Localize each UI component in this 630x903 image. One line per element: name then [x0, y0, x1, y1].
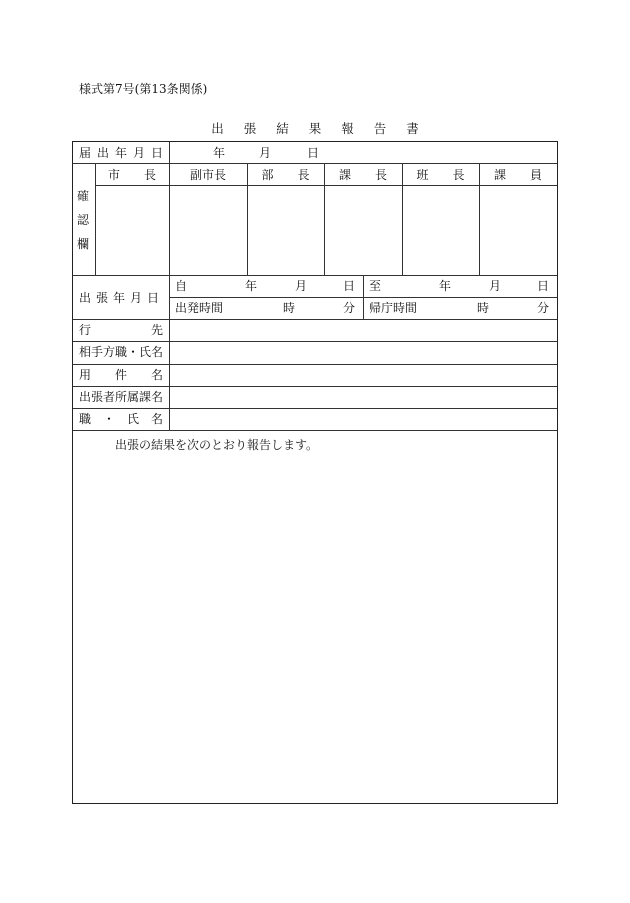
title-char: 書 — [406, 121, 419, 136]
departure-hour: 時 — [283, 301, 296, 315]
from-month: 月 — [295, 279, 308, 293]
label-char: ・ — [102, 412, 115, 426]
to-month: 月 — [489, 279, 502, 293]
notification-month: 月 — [259, 146, 272, 160]
header-mayor: 市 長 — [107, 168, 156, 182]
label-char: 先 — [150, 323, 163, 337]
label-char: 月 — [132, 146, 145, 160]
name-field[interactable] — [170, 409, 557, 430]
document-title — [0, 119, 630, 137]
label-char: 名 — [150, 412, 163, 426]
stamp-box-dept-director[interactable] — [248, 186, 324, 275]
report-lead-text: 出張の結果を次のとおり報告します。 — [115, 438, 319, 452]
stamp-box-team-leader[interactable] — [403, 186, 479, 275]
title-char: 張 — [243, 121, 257, 136]
trip-date-label: 出張年月日 — [79, 291, 165, 305]
label-char: 名 — [150, 368, 163, 382]
label-char: 氏 — [126, 412, 139, 426]
stamp-box-section-chief[interactable] — [325, 186, 402, 275]
title-char: 結 — [276, 121, 289, 136]
department-label: 出張者所属課名 — [79, 390, 164, 404]
from-marker: 自 — [175, 279, 188, 293]
departure-time-label: 出発時間 — [175, 301, 224, 315]
label-char: 日 — [150, 146, 163, 160]
to-year: 年 — [439, 279, 452, 293]
counterpart-field[interactable] — [170, 343, 557, 364]
label-char: 職 — [79, 412, 92, 426]
notification-year: 年 — [213, 146, 226, 160]
notification-date-label — [79, 147, 163, 159]
title-char: 告 — [373, 121, 387, 136]
header-section-chief: 課 長 — [338, 168, 387, 182]
destination-label — [79, 324, 163, 336]
header-staff: 課 員 — [493, 168, 542, 182]
label-char: 件 — [114, 368, 127, 382]
destination-field[interactable] — [170, 321, 557, 341]
from-year: 年 — [245, 279, 258, 293]
return-hour: 時 — [477, 301, 490, 315]
business-field[interactable] — [170, 365, 557, 386]
report-form-table — [72, 141, 558, 804]
label-char: 届 — [79, 146, 92, 160]
title-char: 出 — [211, 121, 224, 136]
form-number: 様式第7号(第13条関係) — [79, 82, 208, 96]
return-time-label: 帰庁時間 — [369, 301, 418, 315]
header-deputy-mayor: 副市長 — [189, 168, 226, 182]
header-team-leader: 班 長 — [416, 168, 465, 182]
report-body-area[interactable] — [77, 460, 553, 800]
name-label — [79, 413, 163, 425]
confirmation-label-char: 欄 — [77, 237, 90, 251]
to-marker: 至 — [369, 279, 382, 293]
counterpart-label: 相手方職・氏名 — [79, 345, 164, 359]
label-char: 行 — [79, 323, 92, 337]
to-day: 日 — [537, 279, 550, 293]
label-char: 用 — [79, 368, 92, 382]
stamp-box-mayor[interactable] — [96, 186, 169, 275]
return-minute: 分 — [537, 301, 550, 315]
stamp-box-deputy-mayor[interactable] — [170, 186, 247, 275]
label-char: 年 — [114, 146, 127, 160]
title-char: 果 — [308, 121, 322, 136]
header-dept-director: 部 長 — [261, 168, 310, 182]
stamp-box-staff[interactable] — [480, 186, 557, 275]
confirmation-label-char: 確 — [77, 189, 90, 203]
label-char: 出 — [96, 146, 109, 160]
from-day: 日 — [343, 279, 356, 293]
title-char: 報 — [341, 121, 354, 136]
business-label — [79, 369, 163, 381]
confirmation-label-char: 認 — [77, 213, 90, 227]
departure-minute: 分 — [343, 301, 356, 315]
department-field[interactable] — [170, 387, 557, 408]
notification-day: 日 — [307, 146, 320, 160]
